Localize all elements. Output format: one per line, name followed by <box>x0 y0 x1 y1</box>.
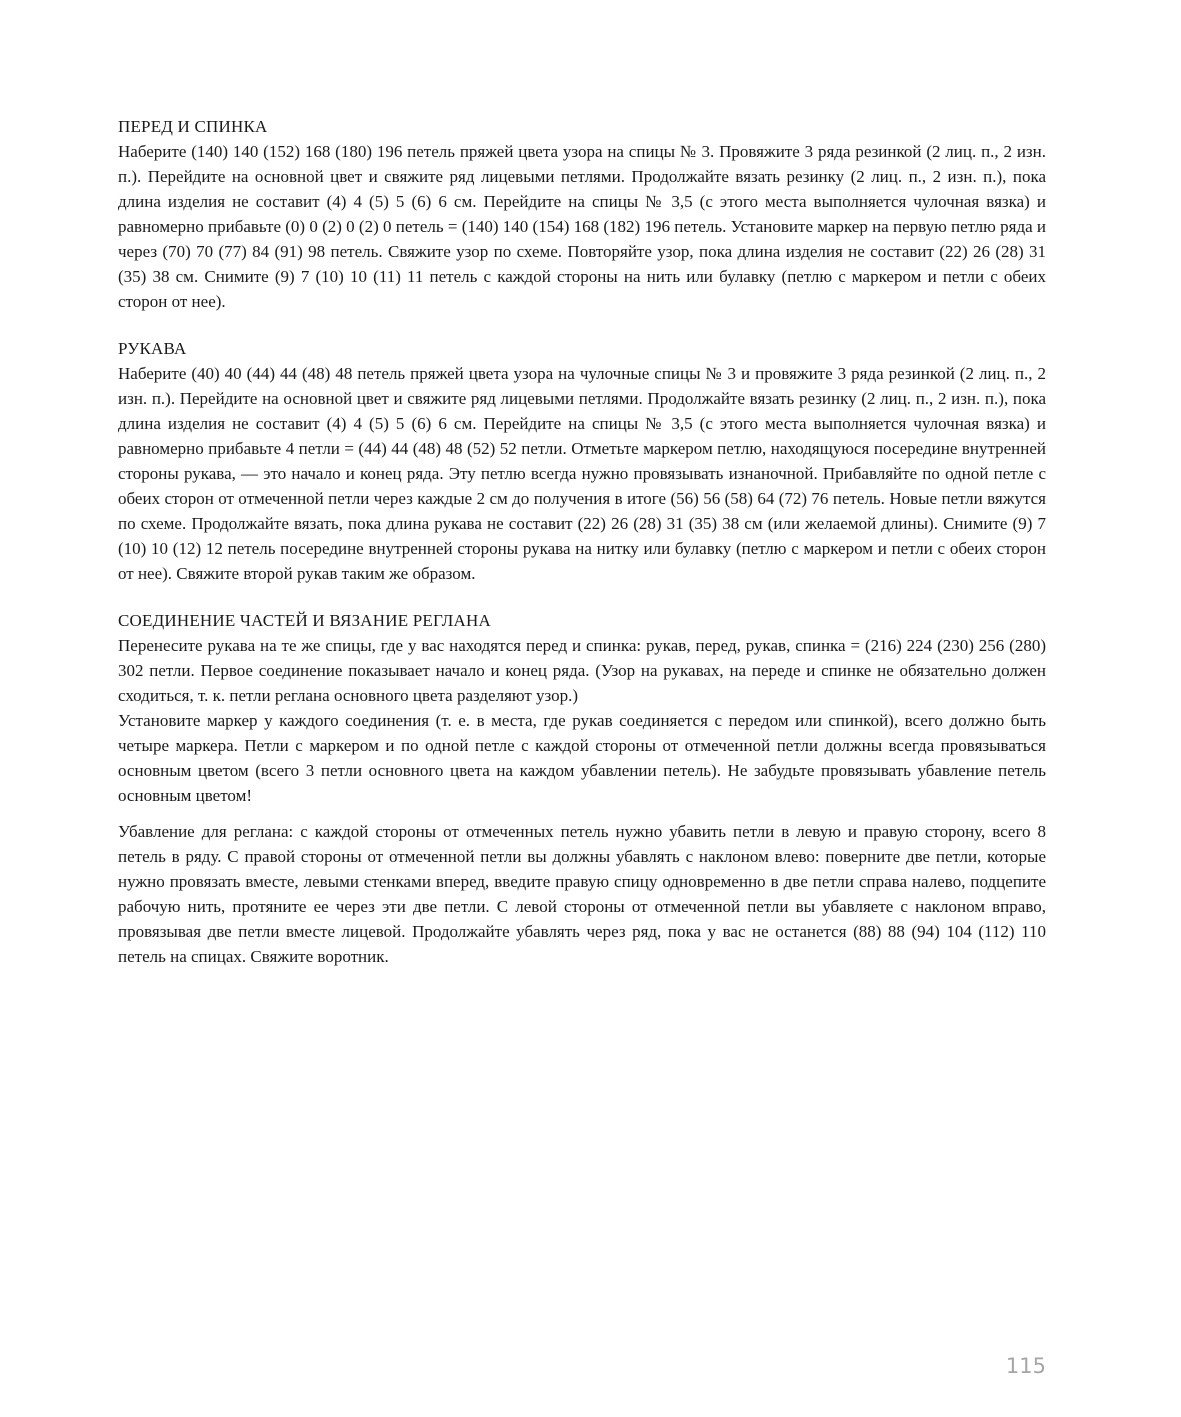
section-raglan <box>118 608 1046 969</box>
section-front-back <box>118 114 1046 314</box>
section-paragraph: Наберите (40) 40 (44) 44 (48) 48 петель пряжей цвета узора на чулочные спицы № 3 и провяжите 3 ряда резинкой (2 лиц. п., 2 изн. п.). Перейдите на основной цвет и свяжите ряд лицевыми петлями. Продолжайте вязать резинку (2 лиц. п., 2 изн. п.), пока длина изделия не составит (4) 4 (5) 5 (6) 6 см. Перейдите на спицы № 3,5 (с этого места выполняется чулочная вязка) и равномерно прибавьте 4 петли = (44) 44 (48) 48 (52) 52 петли. Отметьте маркером петлю, находящуюся посередине внутренней стороны рукава, — это начало и конец ряда. Эту петлю всегда нужно провязывать изнаночной. Прибавляйте по одной петле с обеих сторон от отмеченной петли через каждые 2 см до получения в итоге (56) 56 (58) 64 (72) 76 петель. Новые петли вяжутся по схеме. Продолжайте вязать, пока длина рукава не составит (22) 26 (28) 31 (35) 38 см (или желаемой длины). Снимите (9) 7 (10) 10 (12) 12 петель посередине внутренней стороны рукава на нитку или булавку (петлю с маркером и петли с обеих сторон от нее). Свяжите второй рукав таким же образом. <box>118 364 1046 583</box>
section-paragraph: Установите маркер у каждого соединения (т. е. в места, где рукав соединяется с передом или спинкой), всего должно быть четыре маркера. Петли с маркером и по одной петле с каждой стороны от отмеченной петли должны всегда провязываться основным цветом (всего 3 петли основного цвета на каждом убавлении петель). Не забудьте провязывать убавление петель основным цветом! <box>118 711 1046 805</box>
section-heading: ПЕРЕД И СПИНКА <box>118 117 268 136</box>
section-paragraph: Убавление для реглана: с каждой стороны от отмеченных петель нужно убавить петли в левую и правую сторону, всего 8 петель в ряду. С правой стороны от отмеченной петли вы должны убавлять с наклоном влево: поверните две петли, которые нужно провязать вместе, левыми стенками вперед, введите правую спицу одновременно в две петли справа налево, подцепите рабочую нить, протяните ее через эти две петли. С левой стороны от отмеченной петли вы убавляете с наклоном вправо, провязывая две петли вместе лицевой. Продолжайте убавлять через ряд, пока у вас не останется (88) 88 (94) 104 (112) 110 петель на спицах. Свяжите воротник. <box>118 822 1046 966</box>
section-paragraph: Наберите (140) 140 (152) 168 (180) 196 петель пряжей цвета узора на спицы № 3. Провяжите 3 ряда резинкой (2 лиц. п., 2 изн. п.). Перейдите на основной цвет и свяжите ряд лицевыми петлями. Продолжайте вязать резинку (2 лиц. п., 2 изн. п.), пока длина изделия не составит (4) 4 (5) 5 (6) 6 см. Перейдите на спицы № 3,5 (с этого места выполняется чулочная вязка) и равномерно прибавьте (0) 0 (2) 0 (2) 0 петель = (140) 140 (154) 168 (182) 196 петель. Установите маркер на первую петлю ряда и через (70) 70 (77) 84 (91) 98 петель. Свяжите узор по схеме. Повторяйте узор, пока длина изделия не составит (22) 26 (28) 31 (35) 38 см. Снимите (9) 7 (10) 10 (11) 11 петель с каждой стороны на нить или булавку (петлю с маркером и петли с обеих сторон от нее). <box>118 142 1046 311</box>
section-heading: РУКАВА <box>118 339 187 358</box>
section-paragraph: Перенесите рукава на те же спицы, где у вас находятся перед и спинка: рукав, перед, рукав, спинка = (216) 224 (230) 256 (280) 302 петли. Первое соединение показывает начало и конец ряда. (Узор на рукавах, на переде и спинке не обязательно должен сходиться, т. к. петли реглана основного цвета разделяют узор.) <box>118 636 1046 705</box>
paragraph-spacer <box>118 808 1046 819</box>
page-number: 115 <box>1005 1354 1046 1378</box>
section-sleeves <box>118 336 1046 586</box>
page-content <box>118 114 1046 991</box>
section-heading: СОЕДИНЕНИЕ ЧАСТЕЙ И ВЯЗАНИЕ РЕГЛАНА <box>118 611 491 630</box>
